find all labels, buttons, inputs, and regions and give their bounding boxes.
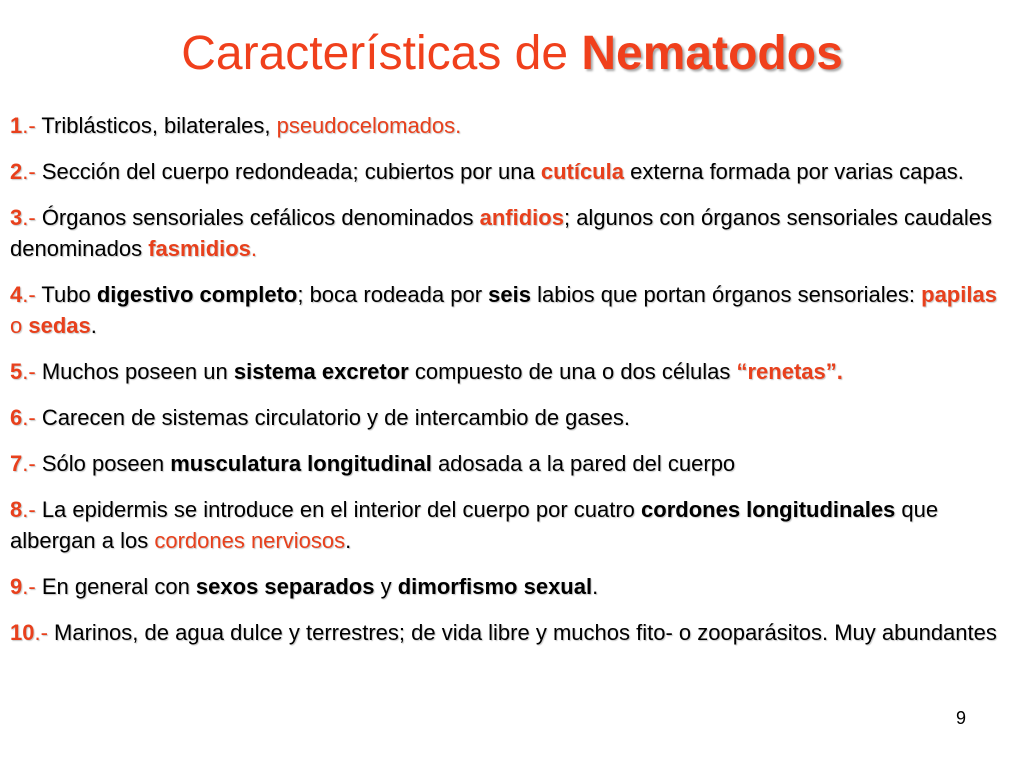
item-separator: .- <box>22 359 42 384</box>
item-number: 8 <box>10 497 23 522</box>
item-text: adosada a la pared del cuerpo <box>431 451 736 476</box>
item-separator: .- <box>22 574 42 599</box>
item-text: Sólo poseen <box>41 451 171 476</box>
item-number: 3 <box>10 205 23 230</box>
item-text: pseudocelomados. <box>276 113 462 138</box>
item-number: 9 <box>10 574 23 599</box>
list-item <box>10 448 1000 479</box>
list-item <box>10 494 1000 556</box>
item-text: . <box>345 528 352 553</box>
slide-title <box>0 22 1024 86</box>
item-text: Sección del cuerpo redondeada; cubiertos por una <box>41 159 541 184</box>
item-term: papilas <box>921 282 997 307</box>
item-term: seis <box>488 282 531 307</box>
list-item <box>10 617 1000 648</box>
item-text: . <box>250 236 258 261</box>
item-separator: .- <box>22 205 42 230</box>
item-separator: .- <box>22 497 42 522</box>
item-separator: .- <box>22 282 42 307</box>
list-item <box>10 202 1000 264</box>
item-text: y <box>374 574 398 599</box>
item-text: Órganos sensoriales cefálicos denominados <box>41 205 480 230</box>
item-term: sexos separados <box>195 574 375 599</box>
item-text: La epidermis se introduce en el interior del cuerpo por cuatro <box>41 497 642 522</box>
item-text: Triblásticos, bilaterales, <box>41 113 277 138</box>
item-text: labios que portan órganos sensoriales: <box>530 282 922 307</box>
item-text: . <box>592 574 599 599</box>
list-item <box>10 356 1000 387</box>
list-item <box>10 279 1000 341</box>
item-text: Muchos poseen un <box>41 359 234 384</box>
item-number: 10 <box>10 620 35 645</box>
item-term: fasmidios <box>148 236 251 261</box>
item-number: 2 <box>10 159 23 184</box>
item-number: 5 <box>10 359 23 384</box>
item-text: ; algunos con órganos sensoriales caudales denominados <box>10 205 993 261</box>
item-term: cutícula <box>540 159 624 184</box>
item-separator: .- <box>22 405 42 430</box>
item-number: 4 <box>10 282 23 307</box>
item-text: que albergan a los <box>10 497 939 553</box>
item-text: Carecen de sistemas circulatorio y de intercambio de gases. <box>41 405 630 430</box>
list-item <box>10 156 1000 187</box>
characteristics-list <box>10 110 1000 663</box>
list-item <box>10 110 1000 141</box>
item-text: compuesto de una o dos células <box>408 359 737 384</box>
item-separator: .- <box>22 113 42 138</box>
list-item <box>10 571 1000 602</box>
item-term: anfidios <box>479 205 564 230</box>
item-term: sedas <box>28 313 91 338</box>
item-text: ; boca rodeada por <box>297 282 489 307</box>
item-text: En general con <box>41 574 196 599</box>
item-term: musculatura longitudinal <box>170 451 432 476</box>
item-text: . <box>90 313 97 338</box>
item-text: cordones nerviosos <box>154 528 346 553</box>
page-number: 9 <box>955 708 966 728</box>
item-text: Tubo <box>41 282 97 307</box>
item-term: digestivo completo <box>96 282 298 307</box>
item-text: o <box>10 313 29 338</box>
item-text: externa formada por varias capas. <box>623 159 964 184</box>
item-term: sistema excretor <box>233 359 409 384</box>
item-separator: .- <box>34 620 55 645</box>
title-strong: Nematodos <box>581 27 843 80</box>
item-text: Marinos, de agua dulce y terrestres; de vida libre y muchos fito- o zooparásitos. Muy abundantes <box>54 620 997 645</box>
title-prefix: Características de <box>181 27 582 80</box>
item-number: 1 <box>10 113 23 138</box>
item-term: “renetas”. <box>736 359 843 384</box>
item-separator: .- <box>22 451 42 476</box>
item-term: cordones longitudinales <box>641 497 896 522</box>
item-term: dimorfismo sexual <box>397 574 593 599</box>
item-separator: .- <box>22 159 42 184</box>
item-number: 6 <box>10 405 23 430</box>
item-number: 7 <box>10 451 23 476</box>
list-item <box>10 402 1000 433</box>
